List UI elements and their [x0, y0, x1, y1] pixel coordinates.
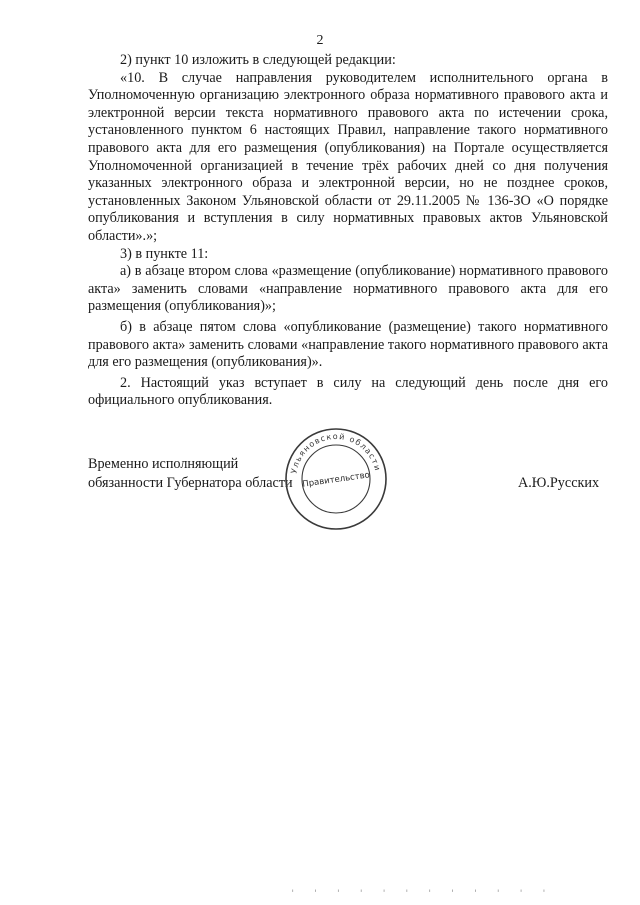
signature-position-line-2: обязанности Губернатора области [88, 475, 293, 491]
stamp-ring-text: Ульяновской области [289, 431, 383, 475]
paragraph-item-2: 2) пункт 10 изложить в следующей редакции: [120, 52, 396, 68]
stamp-center-text: Правительство [301, 470, 371, 490]
page-number: 2 [316, 33, 324, 48]
paragraph-point-10-text: «10. В случае направления руководителем исполнительного органа в Уполномоченную организацию электронного образа нормативного правового акта и электронной версии текста нормативного правового акта по истечении срока, установленного пунктом 6 настоящих Правил, направление такого нормативного правового акта для его размещения (опубликования) на Портале осуществляется Уполномоченной организацией в течение трёх рабочих дней со дня получения указанных электронного образа и электронной версии, но не позднее сроков, установленных Законом Ульяновской области от 29.11.2005 № 136-ЗО «О порядке опубликования и вступления в силу нормативных правовых актов Ульяновской области».»; [88, 69, 608, 244]
official-seal-stamp [283, 426, 389, 532]
paragraph-effective-date: 2. Настоящий указ вступает в силу на следующий день после дня его официального опубликования. [88, 374, 608, 409]
paragraph-subitem-a: а) в абзаце втором слова «размещение (опубликование) нормативного правового акта» заменить словами «направление нормативного правового акта для его размещения (опубликования)»; [88, 263, 608, 315]
signatory-name: А.Ю.Русских [518, 475, 600, 491]
paragraph-item-3: 3) в пункте 11: [120, 245, 209, 262]
signature-position-line-1: Временно исполняющий [88, 456, 239, 472]
paragraph-subitem-b: б) в абзаце пятом слова «опубликование (размещение) такого нормативного правового акта» заменить словами «направление такого нормативного правового акта для его размещения (опубликования)». [88, 318, 608, 371]
scan-edge-marks: ' ' ' ' ' ' ' ' ' ' ' ' [290, 889, 553, 899]
document-body [88, 52, 608, 410]
